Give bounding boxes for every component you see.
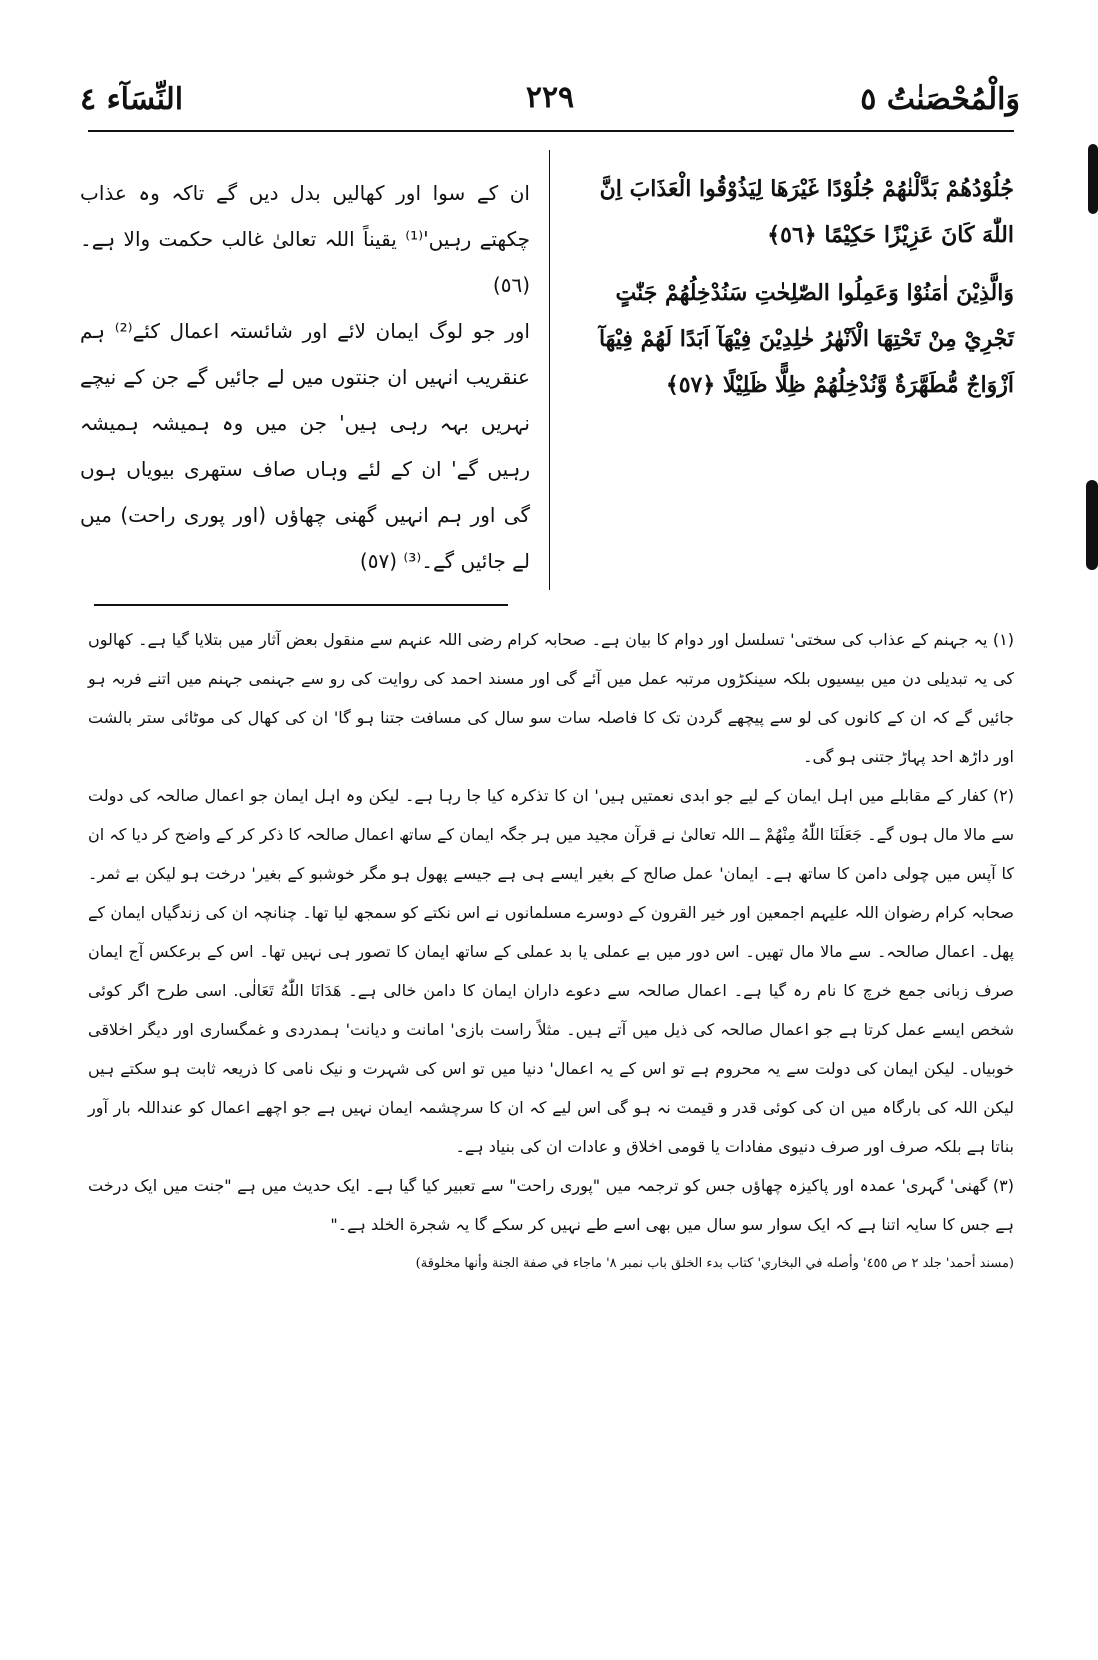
page-number: ٢٢٩ (525, 80, 575, 115)
header-divider (88, 130, 1014, 132)
footnote-reference: (مسند أحمد' جلد ٢ ص ٤٥٥' وأصله في البخاري' كتاب بدء الخلق باب نمبر ٨' ماجاء في صفة الجنة وأنها مخلوقة) (415, 1256, 1014, 1271)
footnotes-section (88, 620, 1014, 1280)
scan-edge-mark (1086, 480, 1098, 570)
footnote-2: (٢) کفار کے مقابلے میں اہل ایمان کے لیے جو ابدی نعمتیں ہیں' ان کا تذکرہ کیا جا رہا ہے۔ لیکن وہ اہل ایمان جو اعمال صالحہ کی دولت سے مالا مال ہوں گے۔ جَعَلَنَا اللّٰهُ مِنْهُمْ ــ اللہ تعالیٰ نے قرآن مجید میں ہر جگہ ایمان کے ساتھ اعمال صالحہ کا ذکر کر کے واضح کر دیا کہ ان کا آپس میں چولی دامن کا ساتھ ہے۔ ایمان' عمل صالح کے بغیر ایسے ہی ہے جیسے پھول ہو مگر خوشبو کے بغیر' درخت ہو لیکن بے ثمر۔ صحابہ کرام رضوان اللہ علیہم اجمعین اور خیر القرون کے دوسرے مسلمانوں نے اس نکتے کو سمجھ لیا تھا۔ چنانچہ ان کی زندگیاں ایمان کے پھل۔ اعمال صالحہ۔ سے مالا مال تھیں۔ اس دور میں بے عملی یا بد عملی کے ساتھ ایمان کا تصور ہی نہیں تھا۔ اس کے برعکس آج ایمان صرف زبانی جمع خرچ کا نام رہ گیا ہے۔ اعمال صالحہ سے دعوے داران ایمان کا دامن خالی ہے۔ هَدَانَا اللّٰهُ تَعَالٰى. اسی طرح اگر کوئی شخص ایسے عمل کرتا ہے جو اعمال صالحہ کی ذیل میں آتے ہیں۔ مثلاً راست بازی' امانت و دیانت' ہمدردی و غمگساری اور دیگر اخلاقی خوبیاں۔ لیکن ایمان کی دولت سے یہ محروم ہے تو اس کے یہ اعمال' دنیا میں تو اس کی شہرت و نیک نامی کا ذریعہ ثابت ہو سکتے ہیں لیکن اللہ کی بارگاہ میں ان کی کوئی قدر و قیمت نہ ہو گی اس لیے کہ ان کا سرچشمہ ایمان نہیں ہے جو اچھے اعمال کو عنداللہ بار آور بناتا ہے بلکہ صرف اور صرف دنیوی مفادات یا قومی اخلاق و عادات ان کی بنیاد ہے۔ (88, 786, 1014, 1156)
translation-verse-56: ان کے سوا اور کھالیں بدل دیں گے تاکہ وہ عذاب چکھتے رہیں'⁽¹⁾ یقیناً اللہ تعالیٰ غالب حکمت والا ہے۔(٥٦) (80, 181, 530, 297)
footnote-3: (٣) گھنی' گہری' عمدہ اور پاکیزہ چھاؤں جس کو ترجمہ میں "پوری راحت" سے تعبیر کیا گیا ہے۔ ایک حدیث میں ہے "جنت میں ایک درخت ہے جس کا سایہ اتنا ہے کہ ایک سوار سو سال میں بھی اسے طے نہیں کر سکے گا یہ شجرة الخلد ہے۔" (88, 1176, 1014, 1234)
footnote-rule (94, 604, 508, 606)
scan-edge-mark (1088, 144, 1098, 214)
arabic-verse-57: وَالَّذِيْنَ اٰمَنُوْا وَعَمِلُوا الصّٰلِحٰتِ سَنُدْخِلُهُمْ جَنّٰتٍ تَجْرِيْ مِنْ تَحْتِهَا الْاَنْهٰرُ خٰلِدِيْنَ فِيْهَآ اَبَدًا لَهُمْ فِيْهَآ اَزْوَاجٌ مُّطَهَّرَةٌ وَّنُدْخِلُهُمْ ظِلًّا ظَلِيْلًا ﴿٥٧﴾ (598, 280, 1014, 398)
translation-column (80, 170, 530, 584)
arabic-verse-56: جُلُوْدُهُمْ بَدَّلْنٰهُمْ جُلُوْدًا غَيْرَهَا لِيَذُوْقُوا الْعَذَابَ اِنَّ اللّٰهَ كَانَ عَزِيْزًا حَكِيْمًا ﴿٥٦﴾ (599, 176, 1014, 248)
surah-title: النِّسَآء ٤ (80, 82, 184, 117)
arabic-text-column (574, 166, 1014, 420)
column-divider (549, 150, 550, 590)
translation-verse-57: اور جو لوگ ایمان لائے اور شائستہ اعمال کئے⁽²⁾ ہم عنقریب انہیں ان جنتوں میں لے جائیں گے جن کے نیچے نہریں بہہ رہی ہیں' جن میں وہ ہمیشہ ہمیشہ رہیں گے' ان کے لئے وہاں صاف ستھری بیویاں ہوں گی اور ہم انہیں گھنی چھاؤں (اور پوری راحت) میں لے جائیں گے۔⁽³⁾ (٥٧) (80, 319, 530, 573)
juz-title: وَالْمُحْصَنٰتُ ٥ (860, 82, 1020, 117)
footnote-1: (١) یہ جہنم کے عذاب کی سختی' تسلسل اور دوام کا بیان ہے۔ صحابہ کرام رضی اللہ عنہم سے منقول بعض آثار میں بتلایا گیا ہے۔ کھالوں کی یہ تبدیلی دن میں بیسیوں بلکہ سینکڑوں مرتبہ عمل میں آئے گی اور مسند احمد کی روایت کی رو سے جہنمی جہنم میں اتنے فربہ ہو جائیں گے کہ ان کے کانوں کی لو سے پیچھے گردن تک کا فاصلہ سات سو سال کی مسافت جتنا ہو گا' ان کی کھال کی موٹائی ستر بالشت اور داڑھ احد پہاڑ جتنی ہو گی۔ (88, 630, 1015, 766)
